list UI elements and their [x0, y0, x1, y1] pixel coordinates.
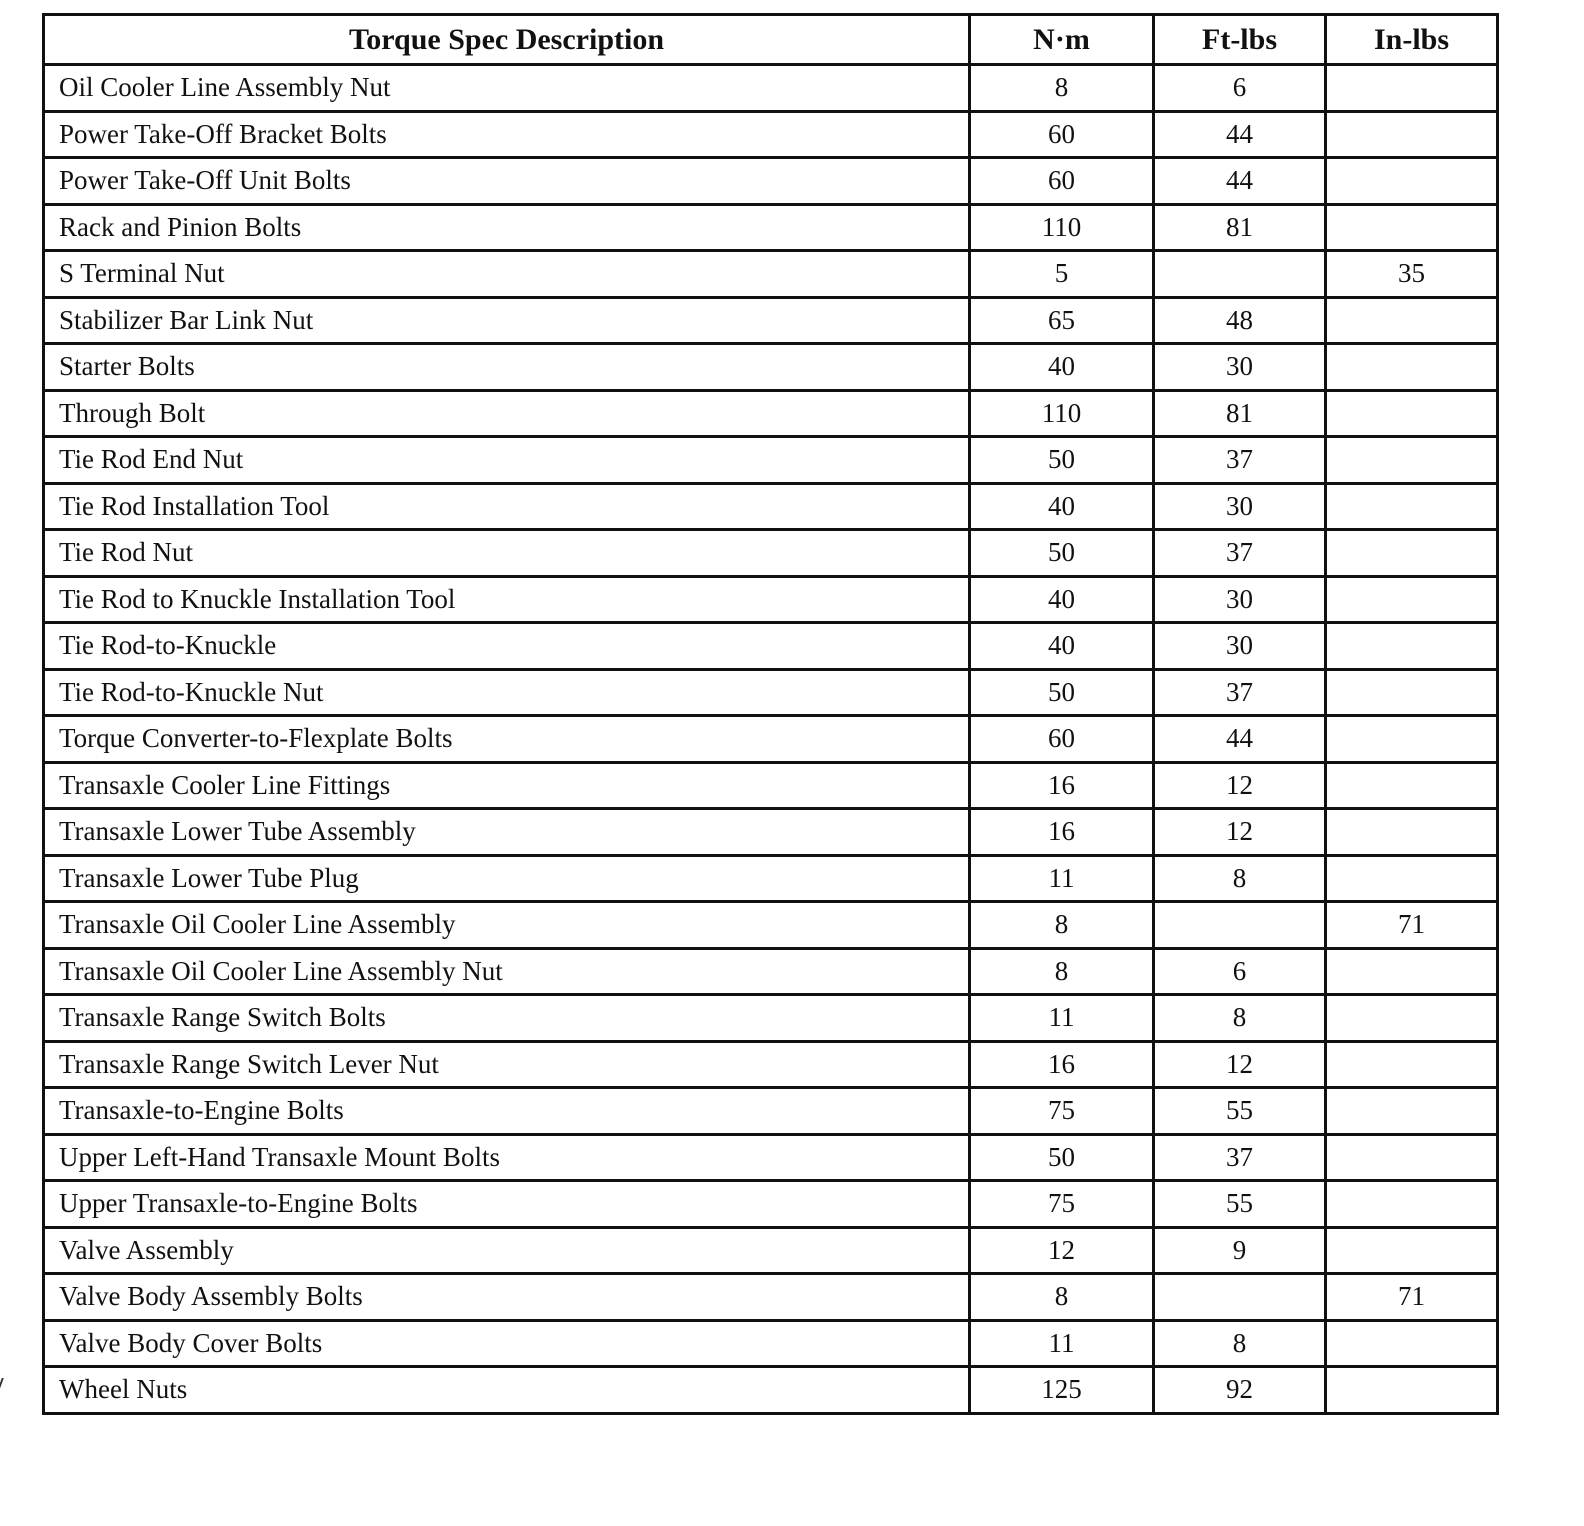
cell-nm: 11 — [970, 855, 1154, 902]
table-row — [44, 1320, 1498, 1367]
cell-nm: 8 — [970, 948, 1154, 995]
cell-ftlbs: 12 — [1154, 762, 1326, 809]
cell-description: Power Take-Off Unit Bolts — [44, 158, 970, 205]
cell-ftlbs: 12 — [1154, 1041, 1326, 1088]
cell-ftlbs: 37 — [1154, 530, 1326, 577]
cell-inlbs — [1326, 530, 1498, 577]
cell-ftlbs: 30 — [1154, 344, 1326, 391]
cell-ftlbs: 12 — [1154, 809, 1326, 856]
cell-inlbs — [1326, 995, 1498, 1042]
cell-description: Tie Rod to Knuckle Installation Tool — [44, 576, 970, 623]
cell-inlbs — [1326, 390, 1498, 437]
cell-inlbs: 35 — [1326, 251, 1498, 298]
cell-nm: 60 — [970, 716, 1154, 763]
cell-inlbs — [1326, 1367, 1498, 1414]
table-row — [44, 204, 1498, 251]
cell-nm: 50 — [970, 669, 1154, 716]
table-row — [44, 297, 1498, 344]
cell-description: Torque Converter-to-Flexplate Bolts — [44, 716, 970, 763]
cell-nm: 16 — [970, 1041, 1154, 1088]
cell-nm: 65 — [970, 297, 1154, 344]
cell-nm: 11 — [970, 995, 1154, 1042]
table-row — [44, 1088, 1498, 1135]
cell-nm: 11 — [970, 1320, 1154, 1367]
cell-description: Through Bolt — [44, 390, 970, 437]
cell-nm: 8 — [970, 902, 1154, 949]
cell-nm: 75 — [970, 1181, 1154, 1228]
cell-nm: 50 — [970, 530, 1154, 577]
cell-nm: 60 — [970, 158, 1154, 205]
cell-inlbs — [1326, 1181, 1498, 1228]
cell-description: Valve Body Assembly Bolts — [44, 1274, 970, 1321]
cell-description: Stabilizer Bar Link Nut — [44, 297, 970, 344]
cell-nm: 8 — [970, 65, 1154, 112]
cell-description: Upper Transaxle-to-Engine Bolts — [44, 1181, 970, 1228]
table-row — [44, 995, 1498, 1042]
cell-description: Oil Cooler Line Assembly Nut — [44, 65, 970, 112]
cell-description: Wheel Nuts — [44, 1367, 970, 1414]
cell-nm: 12 — [970, 1227, 1154, 1274]
table-row — [44, 1367, 1498, 1414]
cell-description: S Terminal Nut — [44, 251, 970, 298]
cell-nm: 60 — [970, 111, 1154, 158]
table-row — [44, 576, 1498, 623]
cell-nm: 16 — [970, 762, 1154, 809]
cell-inlbs — [1326, 1088, 1498, 1135]
cell-nm: 50 — [970, 437, 1154, 484]
cell-nm: 110 — [970, 390, 1154, 437]
table-row — [44, 65, 1498, 112]
cell-inlbs — [1326, 716, 1498, 763]
cell-ftlbs: 81 — [1154, 204, 1326, 251]
cell-description: Transaxle Lower Tube Plug — [44, 855, 970, 902]
cell-inlbs — [1326, 437, 1498, 484]
cell-nm: 110 — [970, 204, 1154, 251]
cell-inlbs — [1326, 855, 1498, 902]
cell-inlbs — [1326, 1041, 1498, 1088]
cell-description: Transaxle-to-Engine Bolts — [44, 1088, 970, 1135]
table-row — [44, 623, 1498, 670]
cell-nm: 16 — [970, 809, 1154, 856]
cell-inlbs — [1326, 483, 1498, 530]
header-description: Torque Spec Description — [44, 15, 970, 65]
table-row — [44, 530, 1498, 577]
cell-description: Tie Rod-to-Knuckle Nut — [44, 669, 970, 716]
cell-description: Starter Bolts — [44, 344, 970, 391]
cell-ftlbs: 37 — [1154, 1134, 1326, 1181]
header-ftlbs: Ft-lbs — [1154, 15, 1326, 65]
cell-ftlbs: 92 — [1154, 1367, 1326, 1414]
table-row — [44, 483, 1498, 530]
table-row — [44, 1134, 1498, 1181]
cell-inlbs — [1326, 623, 1498, 670]
cell-ftlbs: 30 — [1154, 483, 1326, 530]
cell-nm: 125 — [970, 1367, 1154, 1414]
table-row — [44, 437, 1498, 484]
table-row — [44, 251, 1498, 298]
table-row — [44, 809, 1498, 856]
table-row — [44, 902, 1498, 949]
cell-ftlbs — [1154, 251, 1326, 298]
cell-ftlbs: 6 — [1154, 948, 1326, 995]
cell-nm: 8 — [970, 1274, 1154, 1321]
cell-description: Transaxle Cooler Line Fittings — [44, 762, 970, 809]
cell-inlbs — [1326, 576, 1498, 623]
cell-nm: 40 — [970, 623, 1154, 670]
cell-description: Transaxle Range Switch Bolts — [44, 995, 970, 1042]
table-row — [44, 1041, 1498, 1088]
cell-nm: 40 — [970, 483, 1154, 530]
cell-ftlbs: 37 — [1154, 437, 1326, 484]
torque-spec-table-container — [42, 13, 1496, 1415]
cell-nm: 75 — [970, 1088, 1154, 1135]
cell-ftlbs — [1154, 1274, 1326, 1321]
cell-ftlbs: 9 — [1154, 1227, 1326, 1274]
table-row — [44, 111, 1498, 158]
cell-description: Transaxle Oil Cooler Line Assembly Nut — [44, 948, 970, 995]
cell-inlbs — [1326, 111, 1498, 158]
cell-inlbs — [1326, 1134, 1498, 1181]
table-row — [44, 344, 1498, 391]
cell-description: Valve Body Cover Bolts — [44, 1320, 970, 1367]
cell-description: Rack and Pinion Bolts — [44, 204, 970, 251]
cell-inlbs — [1326, 158, 1498, 205]
table-row — [44, 762, 1498, 809]
cell-description: Transaxle Oil Cooler Line Assembly — [44, 902, 970, 949]
header-nm: N·m — [970, 15, 1154, 65]
cell-ftlbs: 81 — [1154, 390, 1326, 437]
cell-nm: 40 — [970, 576, 1154, 623]
cell-description: Tie Rod-to-Knuckle — [44, 623, 970, 670]
cell-description: Transaxle Range Switch Lever Nut — [44, 1041, 970, 1088]
cell-ftlbs: 30 — [1154, 576, 1326, 623]
cell-inlbs: 71 — [1326, 1274, 1498, 1321]
cell-inlbs — [1326, 948, 1498, 995]
cell-inlbs — [1326, 1320, 1498, 1367]
cell-description: Power Take-Off Bracket Bolts — [44, 111, 970, 158]
table-row — [44, 1274, 1498, 1321]
table-row — [44, 716, 1498, 763]
cell-description: Tie Rod Nut — [44, 530, 970, 577]
cell-ftlbs — [1154, 902, 1326, 949]
table-row — [44, 390, 1498, 437]
table-row — [44, 1181, 1498, 1228]
header-inlbs: In-lbs — [1326, 15, 1498, 65]
cell-ftlbs: 55 — [1154, 1088, 1326, 1135]
header-row — [44, 15, 1498, 65]
cell-description: Transaxle Lower Tube Assembly — [44, 809, 970, 856]
cell-ftlbs: 48 — [1154, 297, 1326, 344]
table-body — [44, 65, 1498, 1414]
cell-inlbs — [1326, 297, 1498, 344]
table-row — [44, 948, 1498, 995]
cell-inlbs: 71 — [1326, 902, 1498, 949]
cell-ftlbs: 8 — [1154, 1320, 1326, 1367]
table-row — [44, 158, 1498, 205]
table-row — [44, 669, 1498, 716]
cell-description: Valve Assembly — [44, 1227, 970, 1274]
cell-description: Tie Rod Installation Tool — [44, 483, 970, 530]
cell-ftlbs: 8 — [1154, 855, 1326, 902]
table-row — [44, 855, 1498, 902]
cell-ftlbs: 8 — [1154, 995, 1326, 1042]
cell-description: Tie Rod End Nut — [44, 437, 970, 484]
cell-ftlbs: 30 — [1154, 623, 1326, 670]
table-header — [44, 15, 1498, 65]
table-row — [44, 1227, 1498, 1274]
cell-inlbs — [1326, 204, 1498, 251]
cell-inlbs — [1326, 1227, 1498, 1274]
cell-ftlbs: 44 — [1154, 111, 1326, 158]
cell-ftlbs: 55 — [1154, 1181, 1326, 1228]
cell-nm: 5 — [970, 251, 1154, 298]
cell-inlbs — [1326, 762, 1498, 809]
cell-inlbs — [1326, 65, 1498, 112]
cell-description: Upper Left-Hand Transaxle Mount Bolts — [44, 1134, 970, 1181]
cell-ftlbs: 37 — [1154, 669, 1326, 716]
cell-nm: 40 — [970, 344, 1154, 391]
cell-inlbs — [1326, 344, 1498, 391]
cell-ftlbs: 44 — [1154, 158, 1326, 205]
cell-ftlbs: 44 — [1154, 716, 1326, 763]
cell-ftlbs: 6 — [1154, 65, 1326, 112]
scan-mark — [0, 1378, 7, 1388]
torque-spec-table — [42, 13, 1499, 1415]
cell-inlbs — [1326, 669, 1498, 716]
cell-inlbs — [1326, 809, 1498, 856]
cell-nm: 50 — [970, 1134, 1154, 1181]
